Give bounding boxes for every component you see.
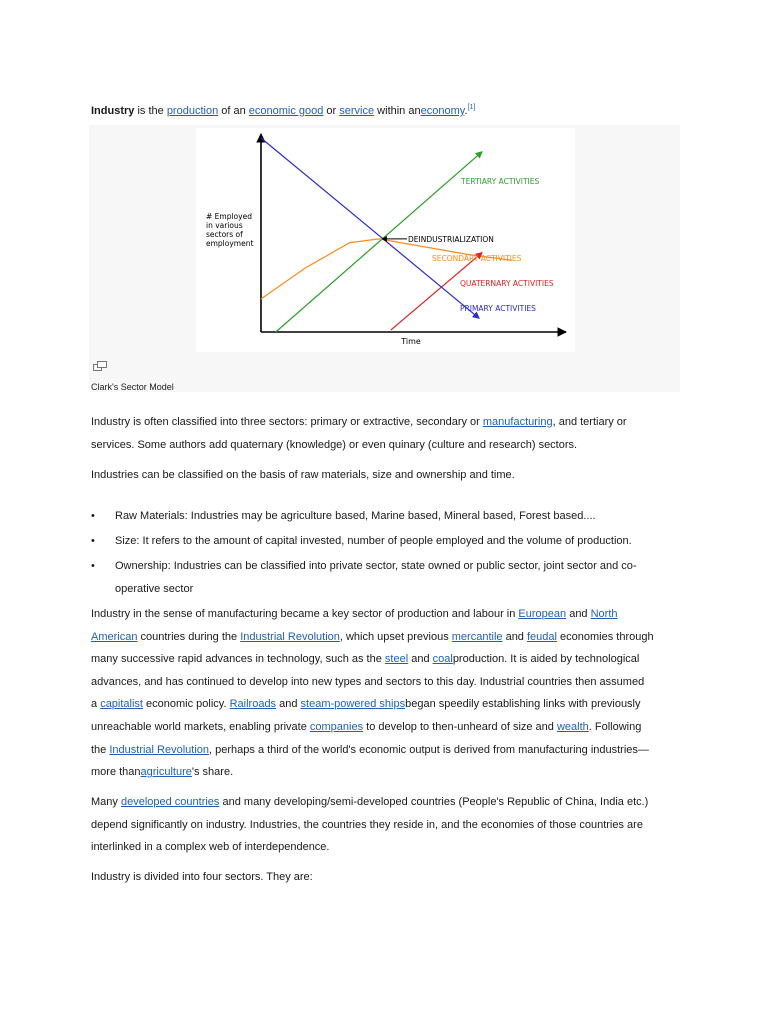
list-item (91, 530, 671, 553)
link-industrial-revolution-2[interactable]: Industrial Revolution (109, 743, 210, 756)
list-item (91, 555, 671, 600)
list-item-text: Raw Materials: Industries may be agriculture based, Marine based, Mineral based, Forest based.... (115, 510, 596, 522)
enlarge-icon[interactable] (93, 360, 107, 374)
text: and (276, 698, 301, 711)
series-label: PRIMARY ACTIVITIES (460, 304, 536, 313)
link-manufacturing[interactable]: manufacturing (482, 416, 553, 428)
text: production. It is aided by technological (452, 653, 640, 666)
y-axis-label: in various (206, 221, 243, 230)
text: , which upset previous (339, 630, 452, 643)
intro-sentence (91, 104, 475, 117)
text: , perhaps a third of the world's economic output is derived from manufacturing industries— (209, 743, 649, 756)
bullet-icon: • (91, 559, 95, 572)
link-wealth[interactable]: wealth (556, 720, 589, 733)
text: Industry is often classified into three sectors: primary or extractive, secondary or (91, 416, 483, 428)
y-axis-label: sectors of (206, 230, 243, 239)
text: economies through (556, 630, 654, 643)
series-line (261, 138, 479, 318)
link-coal[interactable]: coal (432, 653, 453, 666)
paragraph-developed (91, 791, 671, 859)
reference-link[interactable]: [1] (467, 104, 476, 111)
x-axis-label: Time (401, 337, 421, 346)
text: a (91, 698, 101, 711)
list-item-text: Ownership: Industries can be classified into private sector, state owned or public sector, joint sector and co- (115, 559, 637, 572)
chart-svg (196, 128, 575, 352)
intro-text: or (323, 105, 340, 117)
link-agriculture[interactable]: agriculture (140, 766, 192, 779)
paragraph-history (91, 603, 671, 784)
y-axis-label: employment (206, 239, 254, 248)
text: and (502, 630, 527, 643)
link-feudal[interactable]: feudal (526, 630, 557, 643)
series-line (261, 239, 512, 299)
link-european[interactable]: European (518, 608, 567, 620)
link-production[interactable]: production (166, 105, 219, 117)
figure-caption: Clark's Sector Model (91, 382, 174, 392)
text: . Following (588, 720, 642, 733)
link-companies[interactable]: companies (309, 720, 364, 733)
text: unreachable world markets, enabling private (91, 720, 310, 733)
series-line (391, 252, 482, 330)
text: and (566, 608, 591, 620)
series-label: TERTIARY ACTIVITIES (461, 177, 540, 186)
text: services. Some authors add quaternary (knowledge) or even quinary (culture and research) sectors. (91, 438, 578, 451)
chart-labels (206, 177, 554, 346)
text: economic policy. (142, 698, 230, 711)
link-service[interactable]: service (339, 105, 375, 117)
list-item-text: operative sector (115, 582, 194, 595)
link-economy[interactable]: economy (420, 105, 465, 117)
link-economic-good[interactable]: economic good (248, 105, 324, 117)
intro-text: within an (374, 105, 421, 117)
link-industrial-revolution[interactable]: Industrial Revolution (240, 630, 340, 643)
link-railroads[interactable]: Railroads (229, 698, 277, 711)
text: and many developing/semi-developed countries (People's Republic of China, India etc.) (219, 796, 649, 808)
link-north[interactable]: North (590, 608, 618, 620)
series-label: QUATERNARY ACTIVITIES (460, 279, 554, 288)
annotation-label: DEINDUSTRIALIZATION (408, 234, 494, 244)
text: interlinked in a complex web of interdependence. (91, 841, 330, 854)
chart-axes (261, 134, 566, 332)
bullet-icon: • (91, 534, 95, 547)
text: more than (91, 766, 141, 779)
text: Industry in the sense of manufacturing became a key sector of production and labour in (91, 608, 519, 620)
text: 's share. (191, 766, 234, 779)
text: many successive rapid advances in technology, such as the (91, 653, 385, 666)
text: to develop to then-unheard of size and (363, 720, 557, 733)
text: and (408, 653, 433, 666)
bullet-icon: • (91, 510, 95, 522)
text: Many (91, 796, 121, 808)
intro-text: . (464, 105, 468, 117)
classification-list (91, 505, 671, 603)
paragraph-classification: Industries can be classified on the basis of raw materials, size and ownership and time. (91, 469, 515, 481)
y-axis-label: # Employed (206, 212, 252, 221)
paragraph-four-sectors: Industry is divided into four sectors. They are: (91, 871, 313, 883)
intro-term: Industry (91, 105, 135, 117)
link-american[interactable]: American (91, 630, 138, 643)
clark-sector-chart (196, 128, 575, 352)
text: depend significantly on industry. Industries, the countries they reside in, and the economies of those countries are (91, 818, 643, 831)
text: , and tertiary or (552, 416, 627, 428)
intro-text: is the (134, 105, 167, 117)
text: advances, and has continued to develop into new types and sectors to this day. Industrial countries then assumed (91, 675, 645, 688)
paragraph-sectors (91, 411, 671, 456)
link-mercantile[interactable]: mercantile (451, 630, 503, 643)
link-steel[interactable]: steel (384, 653, 409, 666)
text: the (91, 743, 110, 756)
link-developed-countries[interactable]: developed countries (120, 796, 220, 808)
series-label: SECONDARY ACTIVITIES (432, 254, 522, 263)
link-capitalist[interactable]: capitalist (100, 698, 143, 711)
list-item (91, 505, 671, 528)
intro-text: of an (218, 105, 249, 117)
text: countries during the (137, 630, 241, 643)
list-item-text: Size: It refers to the amount of capital invested, number of people employed and the volume of production. (115, 534, 632, 547)
text: began speedily establishing links with previously (405, 698, 641, 711)
link-steam-powered-ships[interactable]: steam-powered ships (300, 698, 406, 711)
